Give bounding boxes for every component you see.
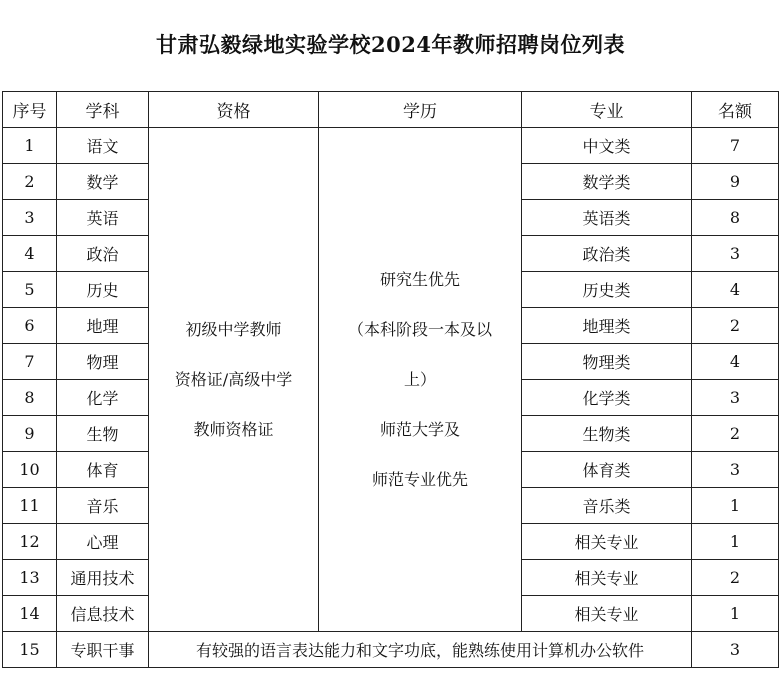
education-line: 师范大学及 [379, 420, 460, 439]
cell-requirement: 有较强的语言表达能力和文字功底，能熟练使用计算机办公软件 [149, 632, 692, 668]
cell-major: 中文类 [522, 128, 692, 164]
table-row-last [3, 632, 779, 668]
table-header-row [3, 92, 779, 128]
cell-no: 4 [3, 236, 57, 272]
cell-quota: 3 [692, 380, 779, 416]
cell-major: 生物类 [522, 416, 692, 452]
cell-major: 物理类 [522, 344, 692, 380]
cell-subject: 信息技术 [57, 596, 149, 632]
cell-major: 历史类 [522, 272, 692, 308]
header-qualification: 资格 [149, 92, 319, 128]
cell-quota: 1 [692, 488, 779, 524]
cell-major: 相关专业 [522, 596, 692, 632]
header-education: 学历 [319, 92, 522, 128]
cell-subject: 历史 [57, 272, 149, 308]
cell-major: 音乐类 [522, 488, 692, 524]
education-line: （本科阶段一本及以 [347, 320, 492, 339]
cell-quota: 2 [692, 416, 779, 452]
cell-no: 7 [3, 344, 57, 380]
cell-subject: 政治 [57, 236, 149, 272]
cell-subject: 化学 [57, 380, 149, 416]
cell-subject: 语文 [57, 128, 149, 164]
cell-major: 政治类 [522, 236, 692, 272]
cell-no: 5 [3, 272, 57, 308]
cell-major: 相关专业 [522, 524, 692, 560]
cell-no: 14 [3, 596, 57, 632]
cell-major: 数学类 [522, 164, 692, 200]
cell-quota: 3 [692, 236, 779, 272]
cell-quota: 3 [692, 632, 779, 668]
cell-quota: 7 [692, 128, 779, 164]
cell-quota: 1 [692, 524, 779, 560]
cell-subject: 英语 [57, 200, 149, 236]
cell-quota: 1 [692, 596, 779, 632]
cell-no: 3 [3, 200, 57, 236]
cell-quota: 8 [692, 200, 779, 236]
cell-subject: 生物 [57, 416, 149, 452]
education-line: 研究生优先 [379, 270, 460, 289]
cell-no: 11 [3, 488, 57, 524]
document-title: 甘肃弘毅绿地实验学校2024年教师招聘岗位列表 [156, 32, 625, 57]
cell-no: 12 [3, 524, 57, 560]
education-line: 师范专业优先 [371, 470, 468, 489]
header-quota: 名额 [692, 92, 779, 128]
cell-subject: 地理 [57, 308, 149, 344]
cell-no: 1 [3, 128, 57, 164]
cell-no: 8 [3, 380, 57, 416]
cell-quota: 3 [692, 452, 779, 488]
cell-quota: 2 [692, 308, 779, 344]
cell-quota: 4 [692, 344, 779, 380]
cell-major: 化学类 [522, 380, 692, 416]
cell-no: 6 [3, 308, 57, 344]
table-row [3, 128, 779, 164]
header-subject: 学科 [57, 92, 149, 128]
recruitment-table [2, 91, 779, 668]
header-major: 专业 [522, 92, 692, 128]
cell-subject: 心理 [57, 524, 149, 560]
cell-subject: 物理 [57, 344, 149, 380]
qualification-line: 教师资格证 [193, 420, 274, 439]
cell-subject: 音乐 [57, 488, 149, 524]
cell-no: 10 [3, 452, 57, 488]
cell-qualification-merged [149, 128, 319, 632]
qualification-line: 资格证/高级中学 [174, 370, 293, 389]
cell-subject: 体育 [57, 452, 149, 488]
cell-no: 9 [3, 416, 57, 452]
cell-quota: 4 [692, 272, 779, 308]
cell-quota: 2 [692, 560, 779, 596]
cell-education-merged [319, 128, 522, 632]
education-line: 上） [403, 370, 436, 389]
cell-major: 地理类 [522, 308, 692, 344]
cell-subject: 专职干事 [57, 632, 149, 668]
cell-subject: 通用技术 [57, 560, 149, 596]
header-no: 序号 [3, 92, 57, 128]
cell-no: 2 [3, 164, 57, 200]
cell-major: 英语类 [522, 200, 692, 236]
qualification-line: 初级中学教师 [185, 320, 282, 339]
cell-no: 15 [3, 632, 57, 668]
cell-subject: 数学 [57, 164, 149, 200]
cell-major: 相关专业 [522, 560, 692, 596]
cell-major: 体育类 [522, 452, 692, 488]
cell-quota: 9 [692, 164, 779, 200]
cell-no: 13 [3, 560, 57, 596]
